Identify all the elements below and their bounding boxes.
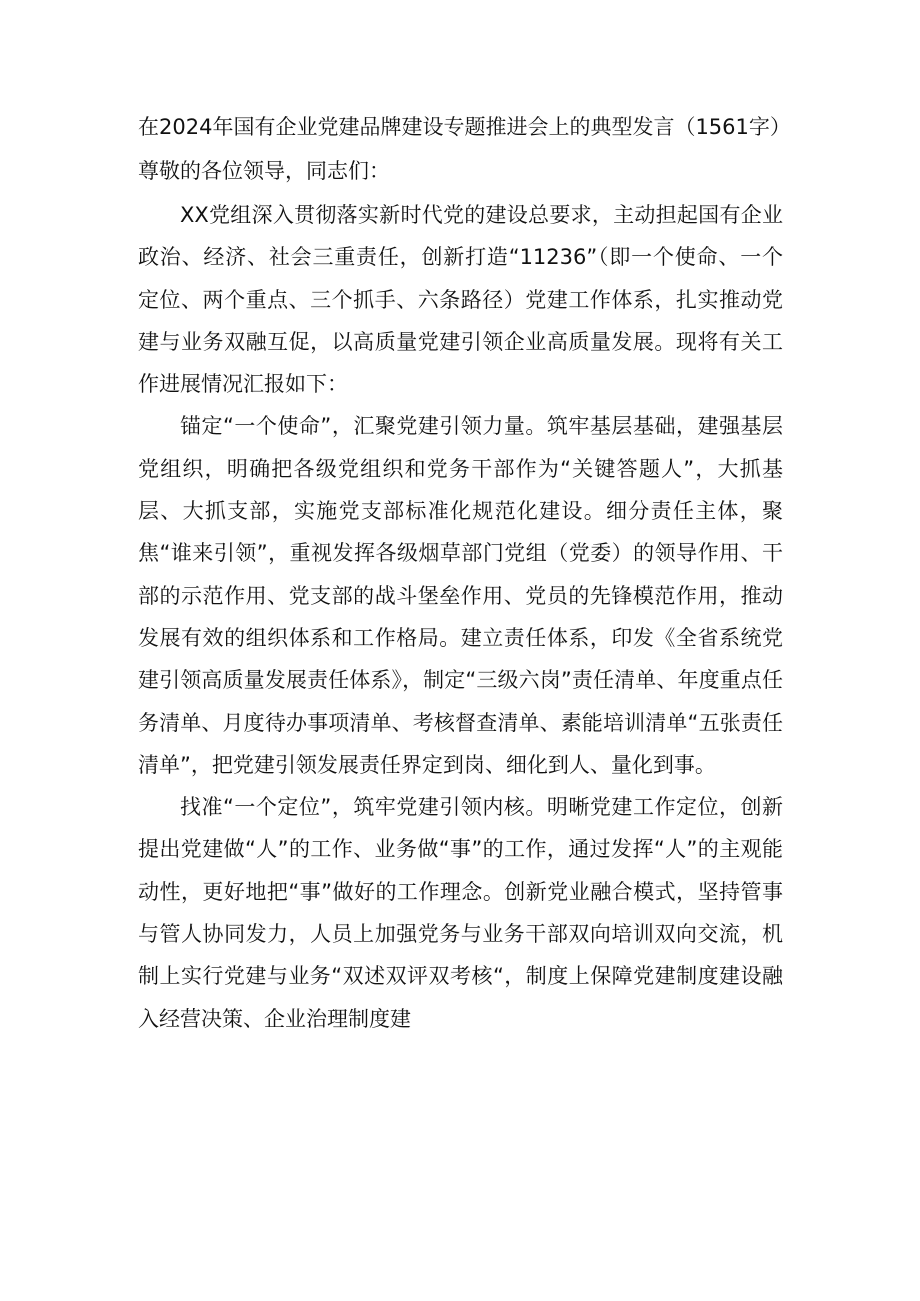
document-body — [138, 110, 791, 1040]
paragraph-positioning: 找准“一个定位”，筑牢党建引领内核。明晰党建工作定位，创新提出党建做“人”的工作、业务做“事”的工作，通过发挥“人”的主观能动性，更好地把“事”做好的工作理念。创新党业融合模式，坚持管事与管人协同发力，人员上加强党务与业务干部双向培训双向交流，机制上实行党建与业务“双述双评双考核“，制度上保障党建制度建设融入经营决策、企业治理制度建 — [138, 795, 783, 1031]
salutation: 尊敬的各位领导，同志们： — [138, 159, 390, 183]
paragraph-intro: XX党组深入贯彻落实新时代党的建设总要求，主动担起国有企业政治、经济、社会三重责任，创新打造“11236”（即一个使命、一个定位、两个重点、三个抓手、六条路径）党建工作体系，扎实推动党建与业务双融互促，以高质量党建引领企业高质量发展。现将有关工作进展情况汇报如下： — [138, 203, 783, 397]
paragraph-mission: 锚定“一个使命”，汇聚党建引领力量。筑牢基层基础，建强基层党组织，明确把各级党组织和党务干部作为“关键答题人”，大抓基层、大抓支部，实施党支部标准化规范化建设。细分责任主体，聚焦“谁来引领”，重视发挥各级烟草部门党组（党委）的领导作用、干部的示范作用、党支部的战斗堡垒作用、党员的先锋模范作用，推动发展有效的组织体系和工作格局。建立责任体系，印发《全省系统党建引领高质量发展责任体系》，制定“三级六岗”责任清单、年度重点任务清单、月度待办事项清单、考核督查清单、素能培训清单“五张责任清单”，把党建引领发展责任界定到岗、细化到人、量化到事。 — [138, 414, 783, 777]
document-title: 在2024年国有企业党建品牌建设专题推进会上的典型发言（1561字） — [138, 115, 791, 139]
